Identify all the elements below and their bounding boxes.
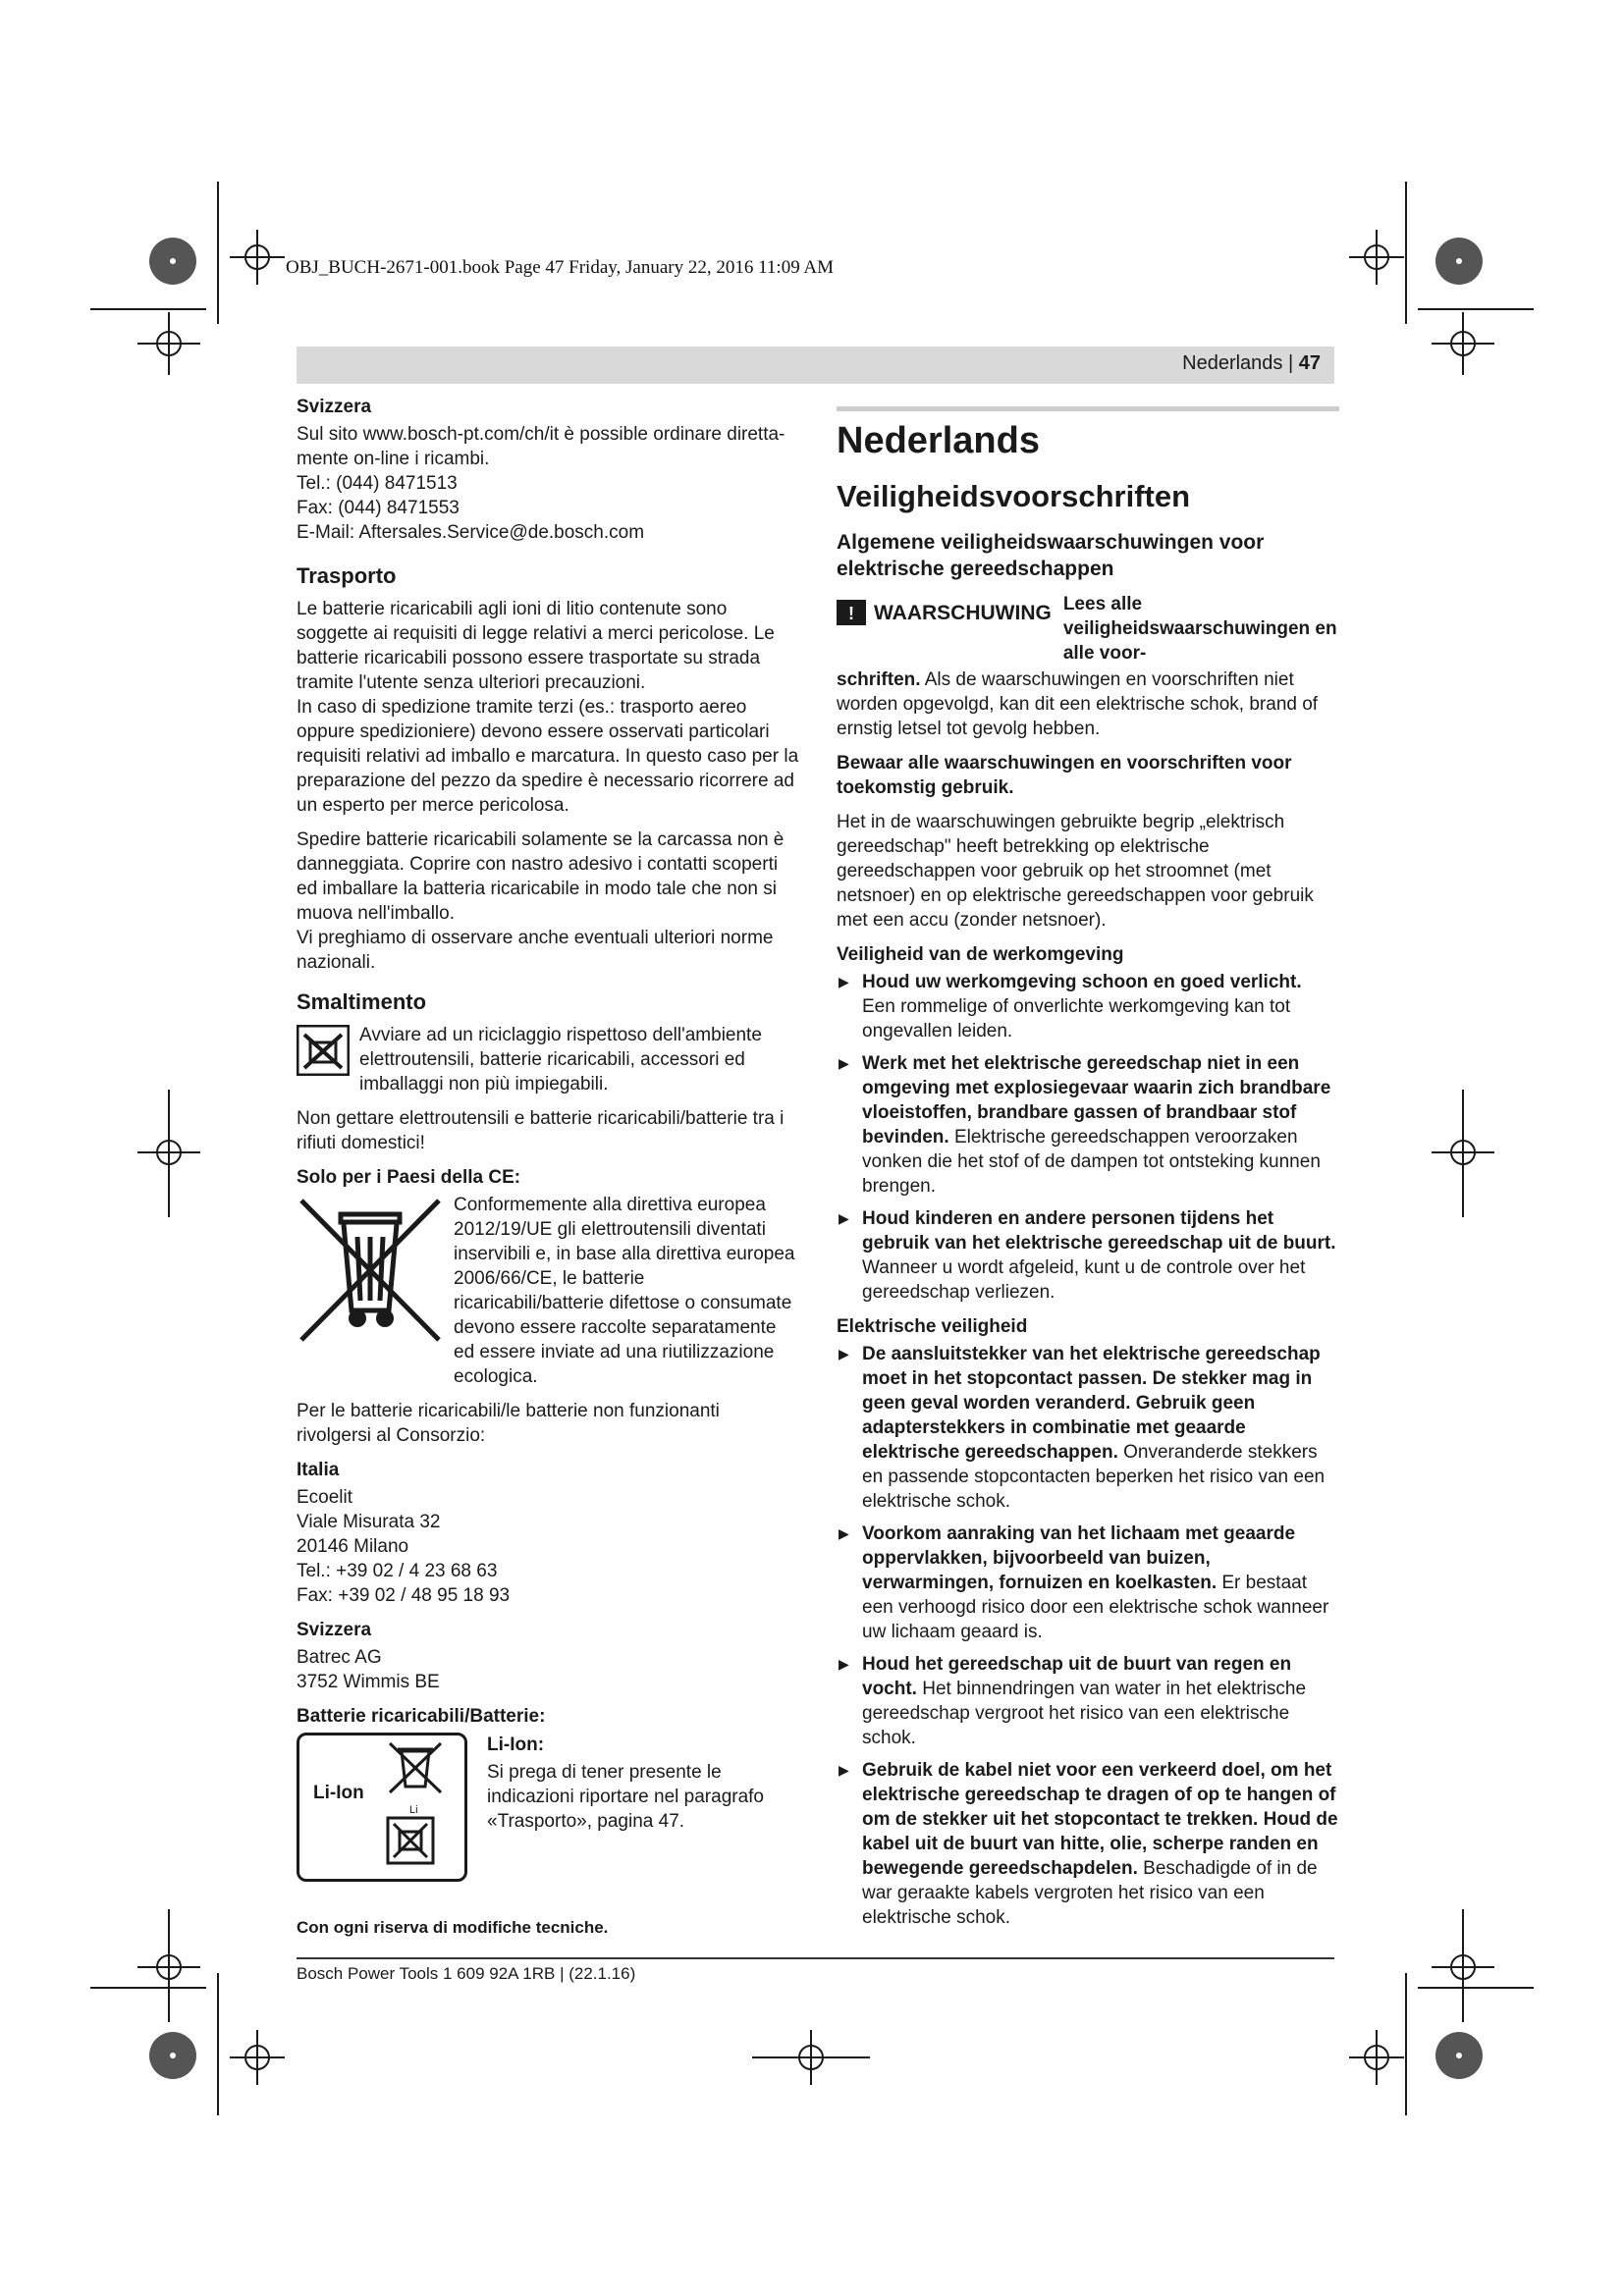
list-item-bold: Houd uw werkomgeving schoon en goed verlicht. xyxy=(862,972,1302,992)
ce-heading: Solo per i Paesi della CE: xyxy=(297,1167,521,1188)
recycling-disposal-icon xyxy=(297,1025,350,1076)
list-item-text: Beschadigde of in de war geraakte kabels vergroten het risico van een elektrische schok. xyxy=(862,1858,1318,1928)
liion-row xyxy=(297,1733,799,1882)
italia-heading: Italia xyxy=(297,1460,340,1480)
batterie-heading: Batterie ricaricabili/Batterie: xyxy=(297,1706,546,1727)
trasporto-paragraph: Spedire batterie ricaricabili solamente se la carcassa non è danneggiata. Coprire con nastro adesivo i contatti scoperti ed imballare la batteria ricaricabile in modo tale che non si muova nell'imballo. xyxy=(297,829,785,924)
list-item xyxy=(837,970,1339,1043)
page-header xyxy=(1182,352,1321,375)
smaltimento-icon-text: Avviare ad un riciclaggio rispettoso dell'ambiente elettroutensili, batterie ricaricabili, accessori ed imballaggi non più impiegabili. xyxy=(359,1025,762,1095)
werkomgeving-list xyxy=(837,970,1339,1305)
svizzera-line: E-Mail: Aftersales.Service@de.bosch.com xyxy=(297,522,645,543)
list-item xyxy=(837,1051,1339,1199)
list-item xyxy=(837,1522,1339,1644)
warning-cont-bold: schriften. xyxy=(837,669,921,690)
list-item-bold: Houd het gereedschap uit de buurt van regen en vocht. xyxy=(862,1654,1292,1699)
list-item-text: Een rommelige of onverlichte werkomgeving kan tot ongevallen leiden. xyxy=(862,996,1291,1041)
svizzera-line: Tel.: (044) 8471513 xyxy=(297,473,458,494)
liion-text: Si prega di tener presente le indicazioni riportare nel paragrafo «Trasporto», pagina 47. xyxy=(487,1762,764,1832)
smaltimento-row xyxy=(297,1023,799,1096)
list-item xyxy=(837,1652,1339,1750)
liion-symbol-box xyxy=(297,1733,467,1882)
liion-text-block xyxy=(487,1733,799,1834)
svizzera2-line: Batrec AG xyxy=(297,1647,382,1668)
liion-icon-sub: Li xyxy=(409,1804,418,1816)
italia-line: Viale Misurata 32 xyxy=(297,1512,441,1532)
liion-heading: Li-Ion: xyxy=(487,1735,545,1755)
file-header: OBJ_BUCH-2671-001.book Page 47 Friday, January 22, 2016 11:09 AM xyxy=(286,257,835,278)
left-column xyxy=(297,395,799,1882)
trasporto-heading: Trasporto xyxy=(297,563,397,588)
list-item-text: Wanneer u wordt afgeleid, kunt u de controle over het gereedschap verliezen. xyxy=(862,1257,1306,1303)
svizzera-line: Fax: (044) 8471553 xyxy=(297,498,460,518)
svizzera2-heading: Svizzera xyxy=(297,1620,372,1640)
list-item-bold: De aansluitstekker van het elektrische gereedschap moet in het stopcontact passen. De stekker mag in geen geval worden veranderd. Gebruik geen adapterstekkers in combinatie met geaarde elektrische gereedschappen. xyxy=(862,1344,1321,1463)
list-item-text: Er bestaat een verhoogd risico door een elektrische schok wanneer uw lichaam geaard is. xyxy=(862,1573,1329,1642)
trasporto-paragraph: Le batterie ricaricabili agli ioni di litio contenute sono soggette ai requisiti di legge relativi a merci pericolose. Le batterie ricaricabili possono essere trasportate su strada tramite l'utente senza ulteriori precauzioni. xyxy=(297,599,775,693)
list-item-text: Het binnendringen van water in het elektrische gereedschap vergroot het risico van een elektrische schok. xyxy=(862,1679,1307,1748)
list-item-bold: Gebruik de kabel niet voor een verkeerd doel, om het elektrische gereedschap te dragen of op te hangen of om de stekker uit het stopcontact te trekken. Houd de kabel uit de buurt van hitte, olie, scherpe randen en bewegende gereedschapdelen. xyxy=(862,1760,1338,1879)
elektrisch-heading: Elektrische veiligheid xyxy=(837,1316,1028,1337)
list-item xyxy=(837,1342,1339,1514)
list-item-text: Elektrische gereedschappen veroorzaken vonken die het stof of de dampen tot ontsteking kunnen brengen. xyxy=(862,1127,1321,1197)
warning-cont-text: Als de waarschuwingen en voorschriften niet worden opgevolgd, kan dit een elektrische schok, brand of ernstig letsel tot gevolg hebben. xyxy=(837,669,1319,739)
ce-text: Conformemente alla direttiva europea 2012/19/UE gli elettroutensili diventati inservibili e, in base alla direttiva europea 2006/66/CE, le batterie ricaricabili/batterie difettose o consumate devono essere raccolte separatamente ed essere inviate ad una riutilizzazione ecologica. xyxy=(454,1195,795,1387)
elektrisch-list xyxy=(837,1342,1339,1930)
svizzera-line: mente on-line i ricambi. xyxy=(297,449,490,469)
warning-triangle-icon: ! xyxy=(837,600,866,625)
footer-publisher: Bosch Power Tools 1 609 92A 1RB | (22.1.16) xyxy=(297,1964,636,1983)
list-item-bold: Voorkom aanraking van het lichaam met geaarde oppervlakken, bijvoorbeeld van buizen, verwarmingen, fornuizen en koelkasten. xyxy=(862,1523,1296,1593)
list-item xyxy=(837,1206,1339,1305)
svizzera-line: Sul sito www.bosch-pt.com/ch/it è possible ordinare diretta- xyxy=(297,424,785,445)
footer-note: Con ogni riserva di modifiche tecniche. xyxy=(297,1918,609,1937)
svizzera2-line: 3752 Wimmis BE xyxy=(297,1672,440,1692)
warning-label: WAARSCHUWING xyxy=(874,601,1052,624)
right-column xyxy=(837,395,1339,1938)
warning-lead: Lees alle veiligheidswaarschuwingen en alle voor- xyxy=(1062,594,1337,664)
italia-line: Tel.: +39 02 / 4 23 68 63 xyxy=(297,1561,498,1581)
header-language: Nederlands xyxy=(1182,352,1283,374)
battery-recycle-icon xyxy=(386,1816,435,1865)
italia-line: Ecoelit xyxy=(297,1487,353,1508)
footer-divider xyxy=(297,1957,1334,1959)
list-item-bold: Werk met het elektrische gereedschap niet in een omgeving met explosiegevaar waarin zich brandbare vloeistoffen, brandbare gassen of brandbaar stof bevinden. xyxy=(862,1053,1331,1148)
smaltimento-paragraph: Non gettare elettroutensili e batterie ricaricabili/batterie tra i rifiuti domestici! xyxy=(297,1108,785,1153)
language-title: Nederlands xyxy=(837,406,1339,462)
ce-row xyxy=(297,1193,799,1389)
liion-box-label: Li-Ion xyxy=(313,1783,364,1803)
smaltimento-heading: Smaltimento xyxy=(297,989,427,1014)
section-title: Veiligheidsvoorschriften xyxy=(837,479,1191,513)
page-header-bar xyxy=(297,347,1334,384)
warning-badge xyxy=(837,600,1052,625)
svizzera-heading: Svizzera xyxy=(297,397,372,417)
trasporto-paragraph: Vi preghiamo di osservare anche eventuali ulteriori norme nazionali. xyxy=(297,928,774,973)
list-item-text: Onveranderde stekkers en passende stopcontacten beperken het risico van een elektrische schok. xyxy=(862,1442,1326,1512)
trasporto-paragraph: In caso di spedizione tramite terzi (es.: trasporto aereo oppure spedizioniere) devono essere osservati particolari requisiti relativi ad imballo e marcatura. In questo caso per la preparazione del pezzo da spedire è necessario ricorrere ad un esperto per merce pericolosa. xyxy=(297,697,799,816)
header-separator: | xyxy=(1282,352,1299,374)
consorzio-paragraph: Per le batterie ricaricabili/le batterie non funzionanti rivolgersi al Consorzio: xyxy=(297,1401,720,1446)
werkomgeving-heading: Veiligheid van de werkomgeving xyxy=(837,944,1124,965)
bewaar-paragraph: Bewaar alle waarschuwingen en voorschriften voor toekomstig gebruik. xyxy=(837,753,1292,798)
sub-title: Algemene veiligheidswaarschuwingen voor elektrische gereedschappen xyxy=(837,531,1265,580)
list-item xyxy=(837,1758,1339,1930)
italia-line: Fax: +39 02 / 48 95 18 93 xyxy=(297,1585,511,1606)
crossed-bin-icon xyxy=(297,1193,444,1360)
crossed-battery-bin-icon xyxy=(386,1741,445,1802)
list-item-bold: Houd kinderen en andere personen tijdens het gebruik van het elektrische gereedschap uit de buurt. xyxy=(862,1208,1336,1254)
warning-continuation xyxy=(837,667,1339,741)
italia-line: 20146 Milano xyxy=(297,1536,409,1557)
begrip-paragraph: Het in de waarschuwingen gebruikte begrip „elektrisch gereedschap" heeft betrekking op elektrische gereedschappen voor gebruik op het stroomnet (met netsnoer) en op elektrische gereedschappen voor gebruik met een accu (zonder netsnoer). xyxy=(837,812,1314,931)
warning-row xyxy=(837,592,1339,666)
page-number: 47 xyxy=(1298,352,1321,374)
